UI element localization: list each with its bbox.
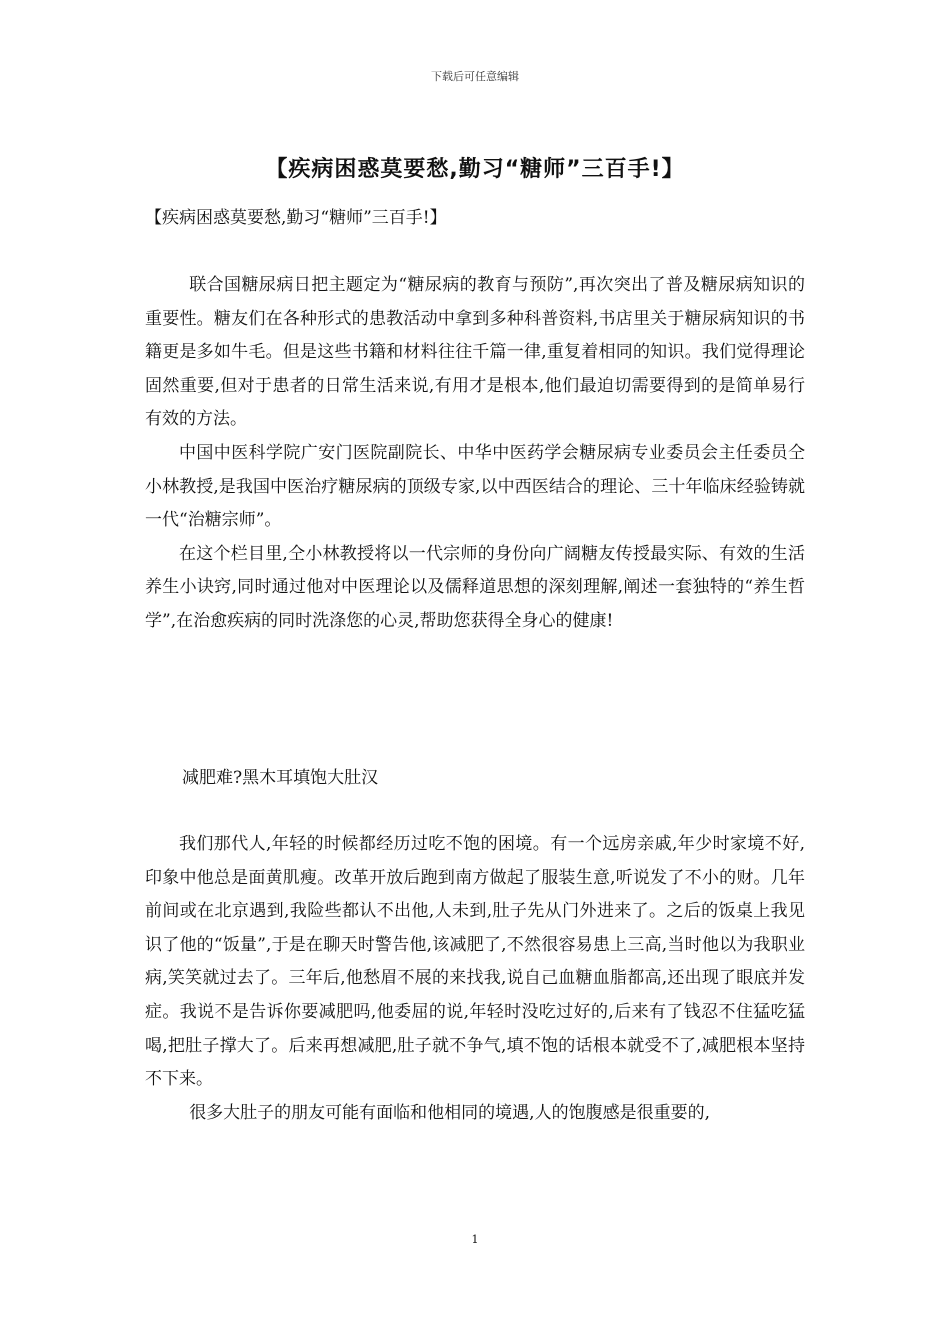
intro-section [145,269,805,639]
story-section [145,828,805,1130]
story-paragraph: 很多大肚子的朋友可能有面临和他相同的境遇,人的饱腹感是很重要的, [189,1102,710,1123]
section-heading: 减肥难?黑木耳填饱大肚汉 [182,768,379,788]
intro-paragraph: 联合国糖尿病日把主题定为“糖尿病的教育与预防”,再次突出了普及糖尿病知识的重要性。糖友们在各种形式的患教活动中拿到多种科普资料,书店里关于糖尿病知识的书籍更是多如牛毛。但是这些书籍和材料往往千篇一律,重复着相同的知识。我们觉得理论固然重要,但对于患者的日常生活来说,有用才是根本,他们最迫切需要得到的是简单易行有效的方法。 [145,275,805,430]
intro-paragraph: 中国中医科学院广安门医院副院长、中华中医药学会糖尿病专业委员会主任委员仝小林教授,是我国中医治疗糖尿病的顶级专家,以中西医结合的理论、三十年临床经验铸就一代“治糖宗师”。 [145,442,805,531]
story-paragraph: 我们那代人,年轻的时候都经历过吃不饱的困境。有一个远房亲戚,年少时家境不好,印象中他总是面黄肌瘦。改革开放后跑到南方做起了服装生意,听说发了不小的财。几年前间或在北京遇到,我险些都认不出他,人未到,肚子先从门外进来了。之后的饭桌上我见识了他的“饭量”,于是在聊天时警告他,该减肥了,不然很容易患上三高,当时他以为我职业病,笑笑就过去了。三年后,他愁眉不展的来找我,说自己血糖血脂都高,还出现了眼底并发症。我说不是告诉你要减肥吗,他委屈的说,年轻时没吃过好的,后来有了钱忍不住猛吃猛喝,把肚子撑大了。后来再想减肥,肚子就不争气,填不饱的话根本就受不了,减肥根本坚持不下来。 [145,834,805,1090]
document-subtitle: 【疾病困惑莫要愁,勤习“糖师”三百手!】 [145,208,447,228]
document-title: 【疾病困惑莫要愁,勤习“糖师”三百手!】 [265,157,685,182]
page-number: 1 [471,1233,479,1246]
page-header-note: 下载后可任意编辑 [431,70,519,83]
intro-paragraph: 在这个栏目里,仝小林教授将以一代宗师的身份向广阔糖友传授最实际、有效的生活养生小诀窍,同时通过他对中医理论以及儒释道思想的深刻理解,阐述一套独特的“养生哲学”,在治愈疾病的同时洗涤您的心灵,帮助您获得全身心的健康! [145,543,805,631]
